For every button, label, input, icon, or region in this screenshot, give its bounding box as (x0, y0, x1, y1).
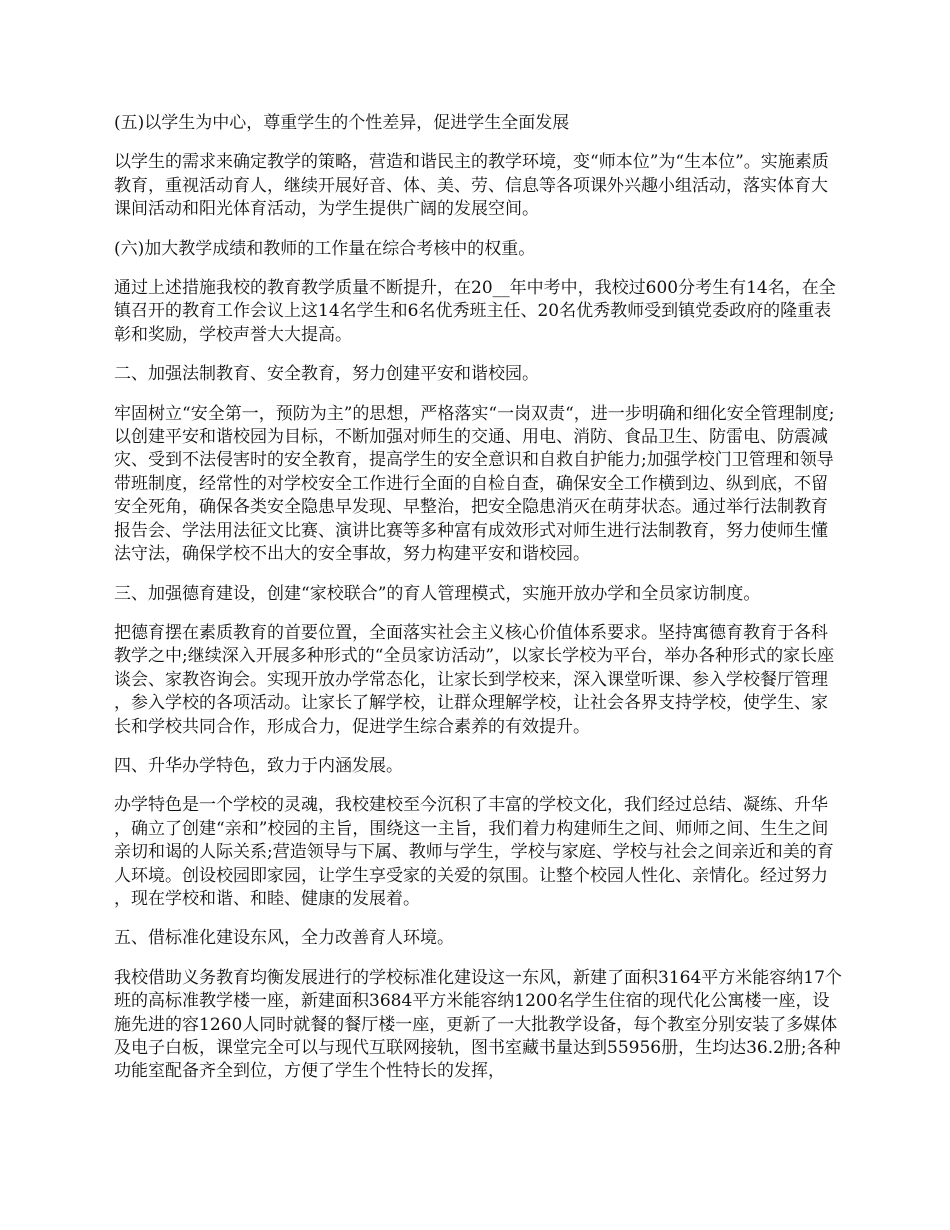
paragraph-standardization: 我校借助义务教育均衡发展进行的学校标准化建设这一东风，新建了面积3164平方米能容纳17个班的高标准教学楼一座，新建面积3684平方米能容纳1200名学生住宿的现代化公寓楼一座，设施先进的容1260人同时就餐的餐厅楼一座，更新了一大批教学设备，每个教室分别安装了多媒体及电子白板，课堂完全可以与现代互联网接轨，图书室藏书量达到55956册，生均达36.2册;各种功能室配备齐全到位，方便了学生个性特长的发挥， (114, 967, 842, 1082)
section-heading-four: 四、升华办学特色，致力于内涵发展。 (114, 755, 403, 776)
paragraph-student-centered: 以学生的需求来确定教学的策略，营造和谐民主的教学环境，变“师本位”为“生本位”。实施素质教育，重视活动育人，继续开展好音、体、美、劳、信息等各项课外兴趣小组活动，落实体育大课间活动和阳光体育活动，为学生提供广阔的发展空间。 (114, 152, 829, 220)
paragraph-exam-results: 通过上述措施我校的教育教学质量不断提升，在20__年中考中，我校过600分考生有14名，在全镇召开的教育工作会议上这14名学生和6名优秀班主任、20名优秀教师受到镇党委政府的隆重表彰和奖励，学校声誉大大提高。 (114, 278, 836, 345)
paragraph-safety-education: 牢固树立“安全第一，预防为主”的思想，严格落实“一岗双责“，进一步明确和细化安全管理制度;以创建平安和谐校园为目标，不断加强对师生的交通、用电、消防、食品卫生、防雷电、防震减灾、受到不法侵害时的安全教育，提高学生的安全意识和自救自护能力;加强学校门卫管理和领导带班制度，经常性的对学校安全工作进行全面的自检自查，确保安全工作横到边、纵到底，不留安全死角，确保各类安全隐患早发现、早整治，把安全隐患消灭在萌芽状态。通过举行法制教育报告会、学法用法征文比赛、演讲比赛等多种富有成效形式对师生进行法制教育，努力使师生懂法守法，确保学校不出大的安全事故，努力构建平安和谐校园。 (114, 403, 835, 565)
section-heading-three: 三、加强德育建设，创建“家校联合”的育人管理模式，实施开放办学和全员家访制度。 (114, 583, 761, 604)
section-heading-five: 五、借标准化建设东风，全力改善育人环境。 (114, 928, 454, 949)
paragraph-moral-education: 把德育摆在素质教育的首要位置，全面落实社会主义核心价值体系要求。坚持寓德育教育于各科教学之中;继续深入开展多种形式的“全员家访活动”，以家长学校为平台，举办各种形式的家长座谈会、家教咨询会。实现开放办学常态化，让家长到学校来，深入课堂听课、参入学校餐厅管理，参入学校的各项活动。让家长了解学校，让群众理解学校，让社会各界支持学校，使学生、家长和学校共同合作，形成合力，促进学生综合素养的有效提升。 (114, 622, 835, 737)
section-heading-two: 二、加强法制教育、安全教育，努力创建平安和谐校园。 (114, 364, 539, 385)
section-heading-six-sub: (六)加大教学成绩和教师的工作量在综合考核中的权重。 (114, 238, 536, 259)
document-body (114, 112, 844, 1100)
paragraph-school-characteristics: 办学特色是一个学校的灵魂，我校建校至今沉积了丰富的学校文化，我们经过总结、凝练、升华，确立了创建“亲和”校园的主旨，围绕这一主旨，我们着力构建师生之间、师师之间、生生之间亲切和谒的人际关系;营造领导与下属、教师与学生，学校与家庭、学校与社会之间亲近和美的育人环境。创设校园即家园，让学生享受家的关爱的氛围。让整个校园人性化、亲情化。经过努力，现在学校和谐、和睦、健康的发展着。 (114, 795, 834, 909)
section-heading-five-sub: (五)以学生为中心，尊重学生的个性差异，促进学生全面发展 (114, 113, 570, 133)
